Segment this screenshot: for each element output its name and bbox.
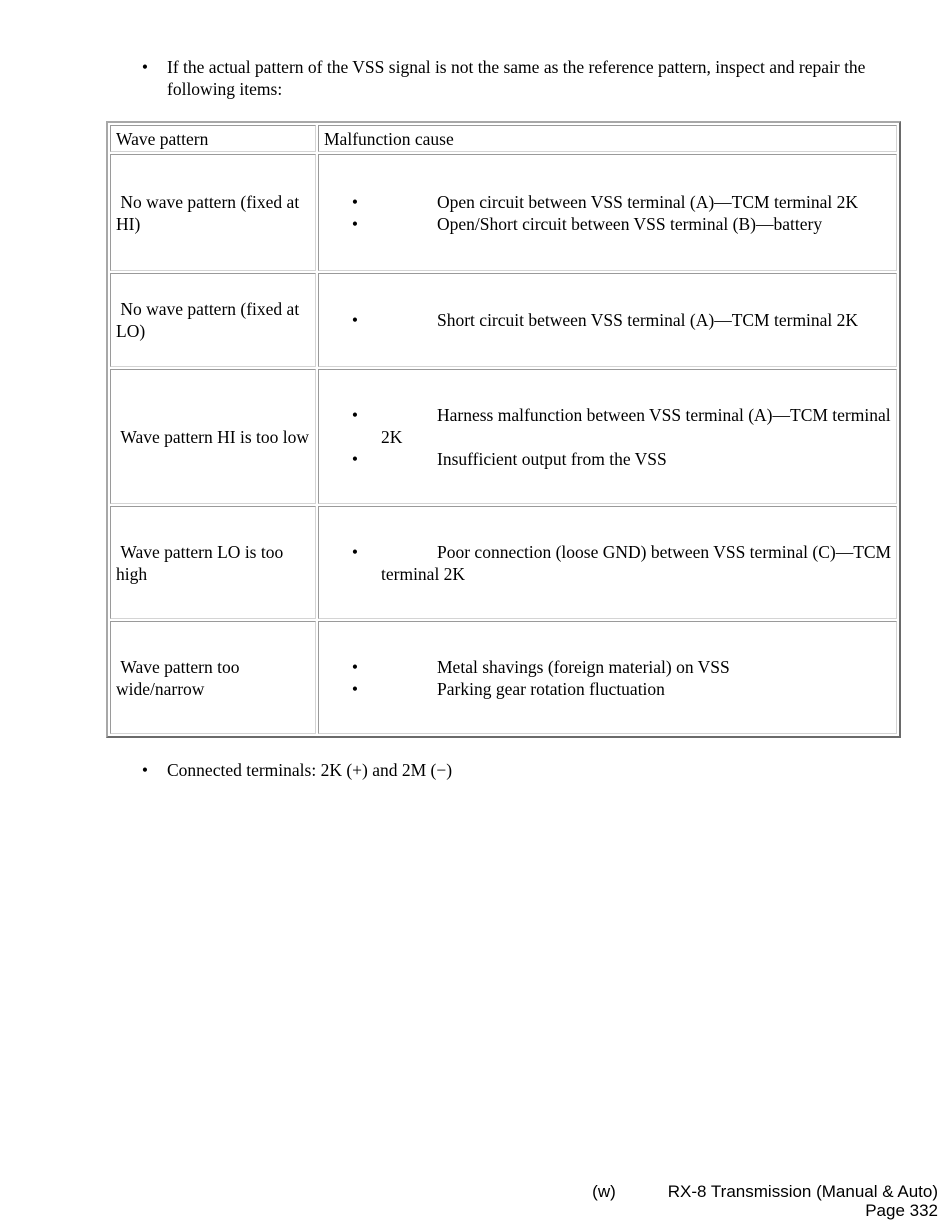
page-number: Page 332 [865, 1201, 938, 1220]
cause-item: • Open/Short circuit between VSS terminal (B)—battery [351, 213, 823, 234]
wave-pattern-cell: Wave pattern too wide/narrow [110, 621, 316, 734]
header-malfunction-cause: Malfunction cause [318, 125, 897, 152]
cause-item: • Short circuit between VSS terminal (A)—TCM terminal 2K [351, 310, 859, 330]
bullet-icon: • [141, 760, 149, 780]
bullet-icon: • [351, 656, 359, 677]
bullet-icon: • [351, 404, 359, 425]
bullet-icon: • [351, 191, 359, 212]
connected-terminals-note [140, 759, 900, 781]
footer-title-line [592, 1182, 938, 1201]
cause-list [324, 541, 892, 585]
cause-item: • Parking gear rotation fluctuation [351, 678, 665, 699]
table-row [110, 369, 897, 504]
page-footer [592, 1182, 938, 1220]
cause-list [324, 404, 892, 470]
bullet-icon: • [351, 678, 359, 699]
footer-title: RX-8 Transmission (Manual & Auto) [667, 1182, 938, 1201]
malfunction-table [106, 121, 901, 738]
cause-list [324, 191, 892, 235]
intro-text: If the actual pattern of the VSS signal is not the same as the reference pattern, inspect and repair the following items: [167, 57, 866, 99]
malfunction-cause-cell [318, 154, 897, 271]
wave-pattern-cell: No wave pattern (fixed at HI) [110, 154, 316, 271]
bullet-icon: • [351, 310, 359, 330]
table-row [110, 273, 897, 367]
intro-bullet-item [140, 56, 900, 100]
malfunction-cause-cell [318, 621, 897, 734]
cause-item: • Metal shavings (foreign material) on VSS [351, 656, 730, 677]
bullet-icon: • [351, 541, 359, 562]
cause-item: • Poor connection (loose GND) between VSS terminal (C)—TCM terminal 2K [351, 541, 892, 584]
cause-item: • Harness malfunction between VSS terminal (A)—TCM terminal 2K [351, 404, 891, 447]
header-wave-pattern: Wave pattern [110, 125, 316, 152]
malfunction-cause-cell [318, 506, 897, 619]
cause-list [324, 656, 892, 700]
wave-pattern-cell: Wave pattern HI is too low [110, 369, 316, 504]
wave-pattern-cell: Wave pattern LO is too high [110, 506, 316, 619]
table-row [110, 621, 897, 734]
footer-code: (w) [592, 1182, 616, 1201]
table-header-row [110, 125, 897, 152]
cause-list [324, 309, 892, 331]
intro-paragraph [140, 56, 900, 100]
bullet-icon: • [141, 57, 149, 77]
table-row [110, 506, 897, 619]
bullet-icon: • [351, 213, 359, 234]
outro-text: Connected terminals: 2K (+) and 2M (−) [167, 760, 453, 780]
wave-pattern-cell: No wave pattern (fixed at LO) [110, 273, 316, 367]
table-row [110, 154, 897, 271]
cause-item: • Insufficient output from the VSS [351, 448, 667, 469]
outro-bullet-item [140, 759, 900, 781]
cause-item: • Open circuit between VSS terminal (A)—TCM terminal 2K [351, 191, 859, 212]
bullet-icon: • [351, 448, 359, 469]
malfunction-cause-cell [318, 273, 897, 367]
malfunction-cause-cell [318, 369, 897, 504]
